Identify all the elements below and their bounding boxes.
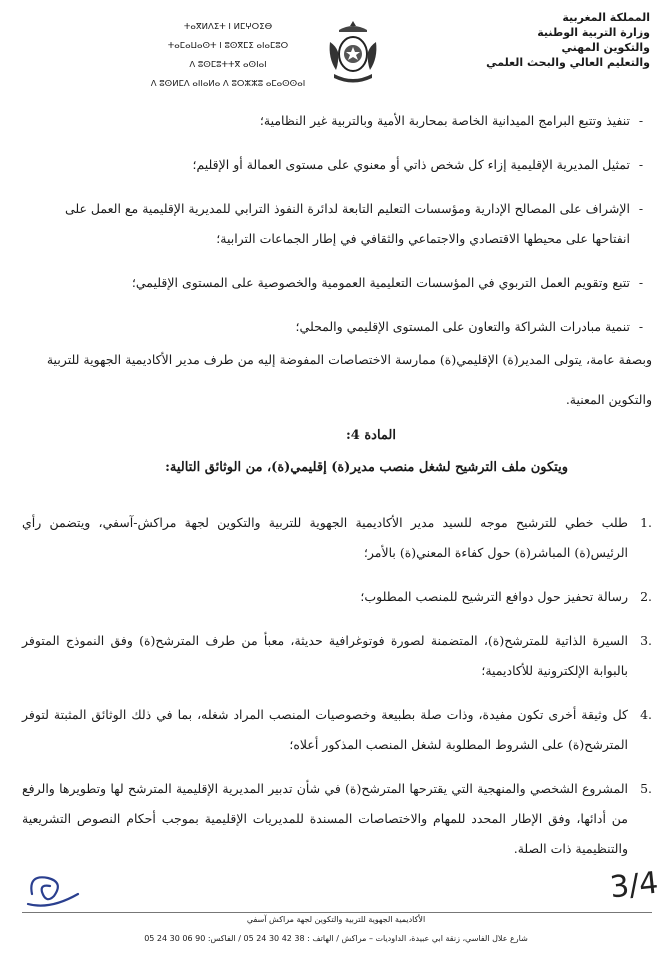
list-item: - تتبع وتقويم العمل التربوي في المؤسسات التعليمية العمومية والخصوصية على المستوى الإقليمي؛ [24,268,652,298]
item-number: 3. [640,633,652,648]
list-item-text: تنفيذ وتتبع البرامج الميدانية الخاصة بمحاربة الأمية وبالتربية غير النظامية؛ [259,113,630,128]
item-text: السيرة الذاتية للمترشح(ة)، المتضمنة لصورة فوتوغرافية حديثة، معبأ من طرف المترشح(ة) وفق النموذج المتوفر بالبوابة الإلكترونية للأكاديمية؛ [22,633,628,678]
list-item-text: الإشراف على المصالح الإدارية ومؤسسات التعليم التابعة لدائرة النفوذ الترابي للمديرية الإقليمية مع العمل على انفتاحها على محيطها الاقتصادي والاجتماعي والثقافي في إطار الجماعات الترابية؛ [64,201,630,246]
general-paragraph: وبصفة عامة، يتولى المدير(ة) الإقليمي(ة) ممارسة الاختصاصات المفوضة إليه من طرف مدير الأكاديمية الجهوية للتربية والتكوين المعنية. [46,352,652,407]
item-text: المشروع الشخصي والمنهجية التي يقترحها المترشح(ة) في شأن تدبير المديرية الإقليمية المترشح لها وتطويرها والرفع من أدائها، وفق الإطار المحدد للمهام والاختصاصات المسندة للمديريات الإقليمية بموجب أحكام النصوص التشريعية والتنظيمية ذات الصلة. [22,781,628,856]
tifinagh-line-1: ⵜⴰⴳⵍⴷⵉⵜ ⵏ ⵍⵎⵖⵔⵉⴱ [183,22,273,32]
list-item-text: تنمية مبادرات الشراكة والتعاون على المستوى الإقليمي والمحلي؛ [295,319,630,334]
required-documents-list [22,508,652,878]
item-text: رسالة تحفيز حول دوافع الترشيح للمنصب المطلوب؛ [360,589,628,604]
duties-list [24,106,652,356]
numbered-item [22,626,652,686]
item-text: كل وثيقة أخرى تكون مفيدة، وذات صلة بطبيعة وخصوصيات المنصب المراد شغله، بما في ذلك الوثائق المثبتة لتوفر المترشح(ة) على الشروط المطلوبة لشغل المنصب المذكور أعلاه؛ [22,707,628,752]
coat-of-arms-icon [326,18,380,86]
header-line-2: وزارة التربية الوطنية [537,26,650,39]
list-item: - تنفيذ وتتبع البرامج الميدانية الخاصة بمحاربة الأمية وبالتربية غير النظامية؛ [24,106,652,136]
item-text: طلب خطي للترشيح موجه للسيد مدير الأكاديمية الجهوية للتربية والتكوين لجهة مراكش-آسفي، ويتضمن رأي الرئيس(ة) المباشر(ة) حول كفاءة المعني(ة) بالأمر؛ [22,515,628,560]
tifinagh-line-2: ⵜⴰⵎⴰⵡⴰⵙⵜ ⵏ ⵓⵙⴳⵎⵉ ⴰⵏⴰⵎⵓⵔ [167,41,289,51]
list-item-text: تمثيل المديرية الإقليمية إزاء كل شخص ذاتي أو معنوي على مستوى العمالة أو الإقليم؛ [192,157,630,172]
item-number: 2. [640,589,652,604]
item-number: 5. [640,781,652,796]
list-item: - تمثيل المديرية الإقليمية إزاء كل شخص ذاتي أو معنوي على مستوى العمالة أو الإقليم؛ [24,150,652,180]
footer-contact: شارع علال الفاسي، زنقة ابي عبيدة، الداوديات – مراكش / الهاتف : 38 42 30 24 05 / الفاكس: 90 06 30 24 05 [144,934,528,943]
tifinagh-line-4: ⴷ ⵓⵙⵍⵎⴷ ⴰⵏⵏⴰⵍⴰ ⴷ ⵓⵔⵣⵣⵓ ⴰⵎⴰⵙⵙⴰⵏ [150,79,306,89]
header-line-3: والتكوين المهني [561,41,650,54]
footer-institution: الأكاديمية الجهوية للتربية والتكوين لجهة مراكش آسفي [246,915,426,924]
article-intro: ويتكون ملف الترشيح لشغل منصب مدير(ة) إقليمي(ة)، من الوثائق التالية: [165,460,568,475]
footer-divider [22,912,652,913]
item-number: 1. [640,515,652,530]
list-item: - الإشراف على المصالح الإدارية ومؤسسات التعليم التابعة لدائرة النفوذ الترابي للمديرية الإقليمية مع العمل على انفتاحها على محيطها الاقتصادي والاجتماعي والثقافي في إطار الجماعات الترابية؛ [24,194,652,254]
article-title: المادة 4: [345,428,396,443]
tifinagh-line-3: ⴷ ⵓⵙⵎⵓⵜⵜⴳ ⴰⵙⵏⴰⵏ [189,60,267,70]
numbered-item [22,774,652,864]
header-line-4: والتعليم العالي والبحث العلمي [486,56,650,69]
ministry-header-arabic [410,10,650,70]
header-line-1: المملكة المغربية [562,11,650,24]
signature-mark-icon [20,864,90,912]
list-item: - تنمية مبادرات الشراكة والتعاون على المستوى الإقليمي والمحلي؛ [24,312,652,342]
page-number: 3/4 [608,865,660,906]
numbered-item [22,508,652,568]
numbered-item [22,582,652,612]
ministry-header-tifinagh [148,18,308,94]
numbered-item [22,700,652,760]
list-item-text: تتبع وتقويم العمل التربوي في المؤسسات التعليمية العمومية والخصوصية على المستوى الإقليمي؛ [131,275,630,290]
item-number: 4. [640,707,652,722]
